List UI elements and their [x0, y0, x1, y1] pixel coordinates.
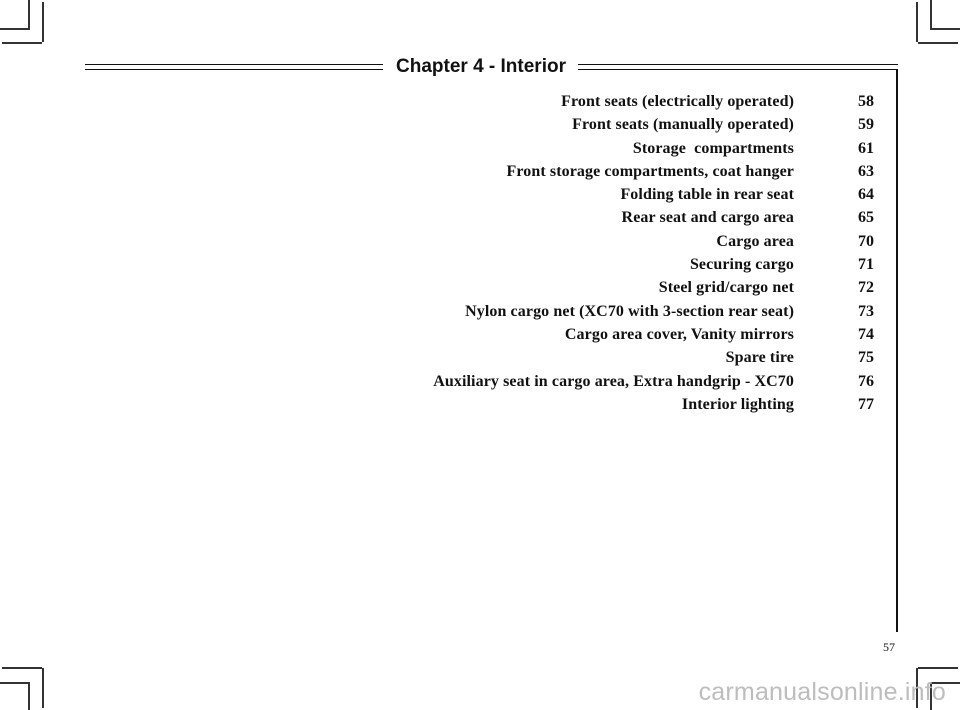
- toc-entry-page: 61: [858, 139, 874, 157]
- crop-mark: [2, 667, 42, 669]
- toc-entry[interactable]: [0, 184, 960, 207]
- toc-entry[interactable]: [0, 138, 960, 161]
- page-number: 57: [883, 640, 895, 654]
- toc-entry-title: Rear seat and cargo area: [621, 209, 794, 227]
- toc-entry[interactable]: [0, 371, 960, 394]
- crop-mark: [0, 682, 30, 684]
- crop-mark: [916, 2, 918, 42]
- toc-entry-title: Interior lighting: [681, 395, 794, 413]
- toc-entry[interactable]: [0, 207, 960, 230]
- crop-mark: [28, 0, 30, 28]
- crop-mark: [42, 2, 44, 42]
- toc-entry[interactable]: [0, 254, 960, 277]
- toc-entry-title: Cargo area: [716, 232, 794, 250]
- crop-mark: [0, 28, 30, 30]
- toc-entry-title: Steel grid/cargo net: [658, 279, 794, 297]
- toc-entry-page: 71: [858, 256, 874, 274]
- crop-mark: [930, 28, 960, 30]
- toc-entry-page: 58: [858, 93, 874, 110]
- header-rule-right: [578, 64, 898, 70]
- toc-entry-page: 63: [858, 162, 874, 180]
- toc-entry[interactable]: [0, 114, 960, 137]
- toc-entry[interactable]: [0, 277, 960, 300]
- toc-entry-title: Front seats (manually operated): [572, 116, 794, 134]
- toc-entry[interactable]: [0, 231, 960, 254]
- toc-entry[interactable]: [0, 394, 960, 417]
- watermark-text: carmanualsonline.info: [698, 678, 946, 706]
- toc-entry-title: Auxiliary seat in cargo area, Extra handgrip - XC70: [433, 372, 794, 390]
- crop-mark: [28, 682, 30, 710]
- toc-entry[interactable]: [0, 161, 960, 184]
- toc-entry-page: 76: [858, 372, 874, 390]
- toc-entry-title: Storage compartments: [632, 139, 794, 157]
- toc-entry-page: 59: [858, 116, 874, 134]
- toc-entry[interactable]: [0, 91, 960, 114]
- toc-entry-page: 73: [858, 302, 874, 320]
- header-rule-left: [85, 64, 383, 70]
- toc-entry[interactable]: [0, 324, 960, 347]
- crop-mark: [918, 42, 958, 44]
- crop-mark: [2, 42, 42, 44]
- toc-entry[interactable]: [0, 347, 960, 370]
- toc-entry-title: Nylon cargo net (XC70 with 3-section rear seat): [465, 302, 794, 320]
- toc-entry-page: 74: [858, 325, 874, 343]
- crop-mark: [918, 667, 958, 669]
- toc-entry-page: 72: [858, 279, 874, 297]
- toc-entry-page: 75: [858, 349, 874, 367]
- toc-entry-title: Front seats (electrically operated): [561, 93, 794, 110]
- toc-entry-title: Securing cargo: [689, 256, 794, 274]
- toc-entry-page: 64: [858, 186, 874, 204]
- crop-mark: [930, 0, 932, 28]
- table-of-contents: [0, 91, 960, 417]
- toc-entry-title: Cargo area cover, Vanity mirrors: [564, 325, 794, 343]
- crop-mark: [42, 668, 44, 708]
- chapter-title: Chapter 4 - Interior: [396, 56, 566, 77]
- toc-entry[interactable]: [0, 301, 960, 324]
- toc-entry-title: Folding table in rear seat: [620, 186, 794, 204]
- toc-entry-title: Front storage compartments, coat hanger: [506, 162, 794, 180]
- toc-entry-page: 77: [858, 395, 874, 413]
- toc-entry-page: 70: [858, 232, 874, 250]
- toc-entry-title: Spare tire: [725, 349, 794, 367]
- toc-entry-page: 65: [858, 209, 874, 227]
